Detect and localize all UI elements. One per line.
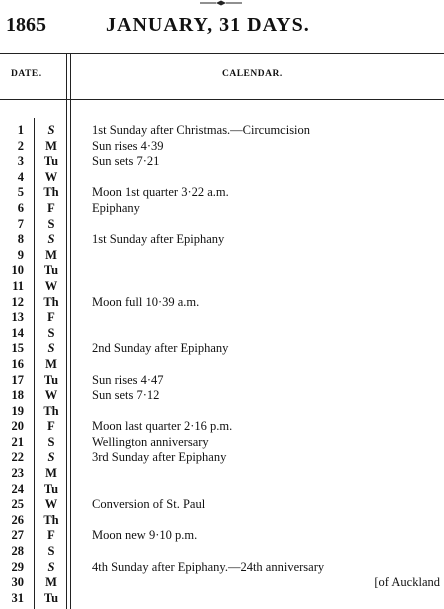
table-row — [0, 528, 444, 544]
calendar-entry: Sun sets 7·12 — [92, 388, 160, 403]
calendar-entry: Moon 1st quarter 3·22 a.m. — [92, 185, 229, 200]
calendar-entry: Sun sets 7·21 — [92, 154, 160, 169]
weekday: Tu — [43, 481, 59, 496]
table-row — [0, 201, 444, 217]
day-number: 6 — [17, 200, 24, 215]
weekday: M — [45, 356, 57, 371]
day-number: 20 — [11, 419, 24, 434]
weekday: Tu — [43, 590, 59, 605]
table-row — [0, 497, 444, 513]
day-number: 5 — [17, 185, 24, 200]
day-number: 10 — [11, 263, 24, 278]
weekday: Tu — [43, 372, 59, 387]
day-number: 22 — [11, 450, 24, 465]
table-row — [0, 419, 444, 435]
day-number: 12 — [11, 294, 24, 309]
table-row — [0, 170, 444, 186]
table-row — [0, 513, 444, 529]
calendar-entry: Wellington anniversary — [92, 434, 209, 449]
day-number: 15 — [11, 341, 24, 356]
calendar-entry: Epiphany — [92, 200, 140, 215]
weekday: Th — [43, 185, 59, 200]
day-number: 27 — [11, 528, 24, 543]
calendar-entry: 1st Sunday after Christmas.—Circumcision — [92, 123, 311, 137]
weekday: S — [47, 123, 55, 137]
weekday: S — [47, 216, 55, 231]
table-row — [0, 341, 444, 357]
weekday: W — [44, 278, 58, 293]
day-number: 7 — [17, 216, 24, 231]
calendar-entry: 2nd Sunday after Epiphany — [92, 341, 229, 356]
calendar-entry: 1st Sunday after Epiphany — [92, 232, 225, 247]
table-row — [0, 544, 444, 560]
calendar-entry: Moon new 9·10 p.m. — [92, 528, 198, 543]
weekday: S — [47, 559, 55, 574]
day-number: 17 — [11, 372, 24, 387]
table-row — [0, 232, 444, 248]
weekday: S — [47, 434, 55, 449]
day-number: 29 — [11, 559, 24, 574]
weekday: Th — [43, 294, 59, 309]
weekday: W — [44, 388, 58, 403]
calendar-entry-continuation: [of Auckland — [374, 575, 440, 590]
day-number: 18 — [11, 388, 24, 403]
weekday: Tu — [43, 263, 59, 278]
weekday: S — [47, 232, 55, 247]
table-row — [0, 248, 444, 264]
weekday: F — [47, 200, 55, 215]
table-row — [0, 404, 444, 420]
day-number: 26 — [11, 512, 24, 527]
weekday: F — [47, 310, 55, 325]
weekday: M — [45, 575, 57, 590]
weekday: W — [44, 497, 58, 512]
table-row — [0, 575, 444, 591]
calendar-entry: Conversion of St. Paul — [92, 497, 206, 512]
table-row — [0, 310, 444, 326]
weekday: S — [47, 325, 55, 340]
table-row — [0, 139, 444, 155]
weekday: Th — [43, 403, 59, 418]
weekday: M — [45, 247, 57, 262]
weekday: Th — [43, 512, 59, 527]
table-row — [0, 217, 444, 233]
day-number: 24 — [11, 481, 24, 496]
table-row — [0, 435, 444, 451]
column-header-calendar: CALENDAR. — [222, 69, 283, 79]
page-header — [0, 6, 444, 44]
table-row — [0, 326, 444, 342]
day-number: 3 — [17, 154, 24, 169]
calendar-entry: 4th Sunday after Epiphany.—24th anniversary — [92, 559, 325, 574]
weekday: S — [47, 450, 55, 465]
column-header-date: DATE. — [11, 69, 42, 79]
weekday: F — [47, 528, 55, 543]
day-number: 25 — [11, 497, 24, 512]
day-number: 4 — [17, 169, 24, 184]
table-row — [0, 185, 444, 201]
day-number: 1 — [17, 123, 24, 137]
table-row — [0, 466, 444, 482]
calendar-entry: Moon full 10·39 a.m. — [92, 294, 200, 309]
day-number: 8 — [17, 232, 24, 247]
weekday: M — [45, 466, 57, 481]
calendar-entry: 3rd Sunday after Epiphany — [92, 450, 227, 465]
weekday: M — [45, 138, 57, 153]
weekday: W — [44, 169, 58, 184]
day-number: 31 — [11, 590, 24, 605]
weekday: S — [47, 341, 55, 356]
table-row — [0, 154, 444, 170]
weekday: F — [47, 419, 55, 434]
calendar-entry: Moon last quarter 2·16 p.m. — [92, 419, 233, 434]
day-number: 13 — [11, 310, 24, 325]
calendar-entry: Sun rises 4·47 — [92, 372, 164, 387]
calendar-entry: Sun rises 4·39 — [92, 138, 164, 153]
weekday: S — [47, 544, 55, 559]
table-row — [0, 123, 444, 139]
table-row — [0, 482, 444, 498]
table-row — [0, 450, 444, 466]
table-row — [0, 591, 444, 607]
table-row — [0, 373, 444, 389]
page-title: JANUARY, 31 DAYS. — [106, 14, 310, 36]
table-row — [0, 388, 444, 404]
table-row — [0, 357, 444, 373]
day-number: 11 — [12, 278, 24, 293]
day-number: 28 — [11, 544, 24, 559]
table-row — [0, 279, 444, 295]
table-row — [0, 263, 444, 279]
day-number: 19 — [11, 403, 24, 418]
day-number: 14 — [11, 325, 24, 340]
day-number: 23 — [11, 466, 24, 481]
table-row — [0, 560, 444, 576]
year: 1865 — [6, 14, 46, 36]
table-row — [0, 295, 444, 311]
weekday: Tu — [43, 154, 59, 169]
calendar-rows — [0, 123, 444, 606]
day-number: 21 — [11, 434, 24, 449]
day-number: 2 — [17, 138, 24, 153]
day-number: 30 — [11, 575, 24, 590]
day-number: 16 — [11, 356, 24, 371]
day-number: 9 — [17, 247, 24, 262]
